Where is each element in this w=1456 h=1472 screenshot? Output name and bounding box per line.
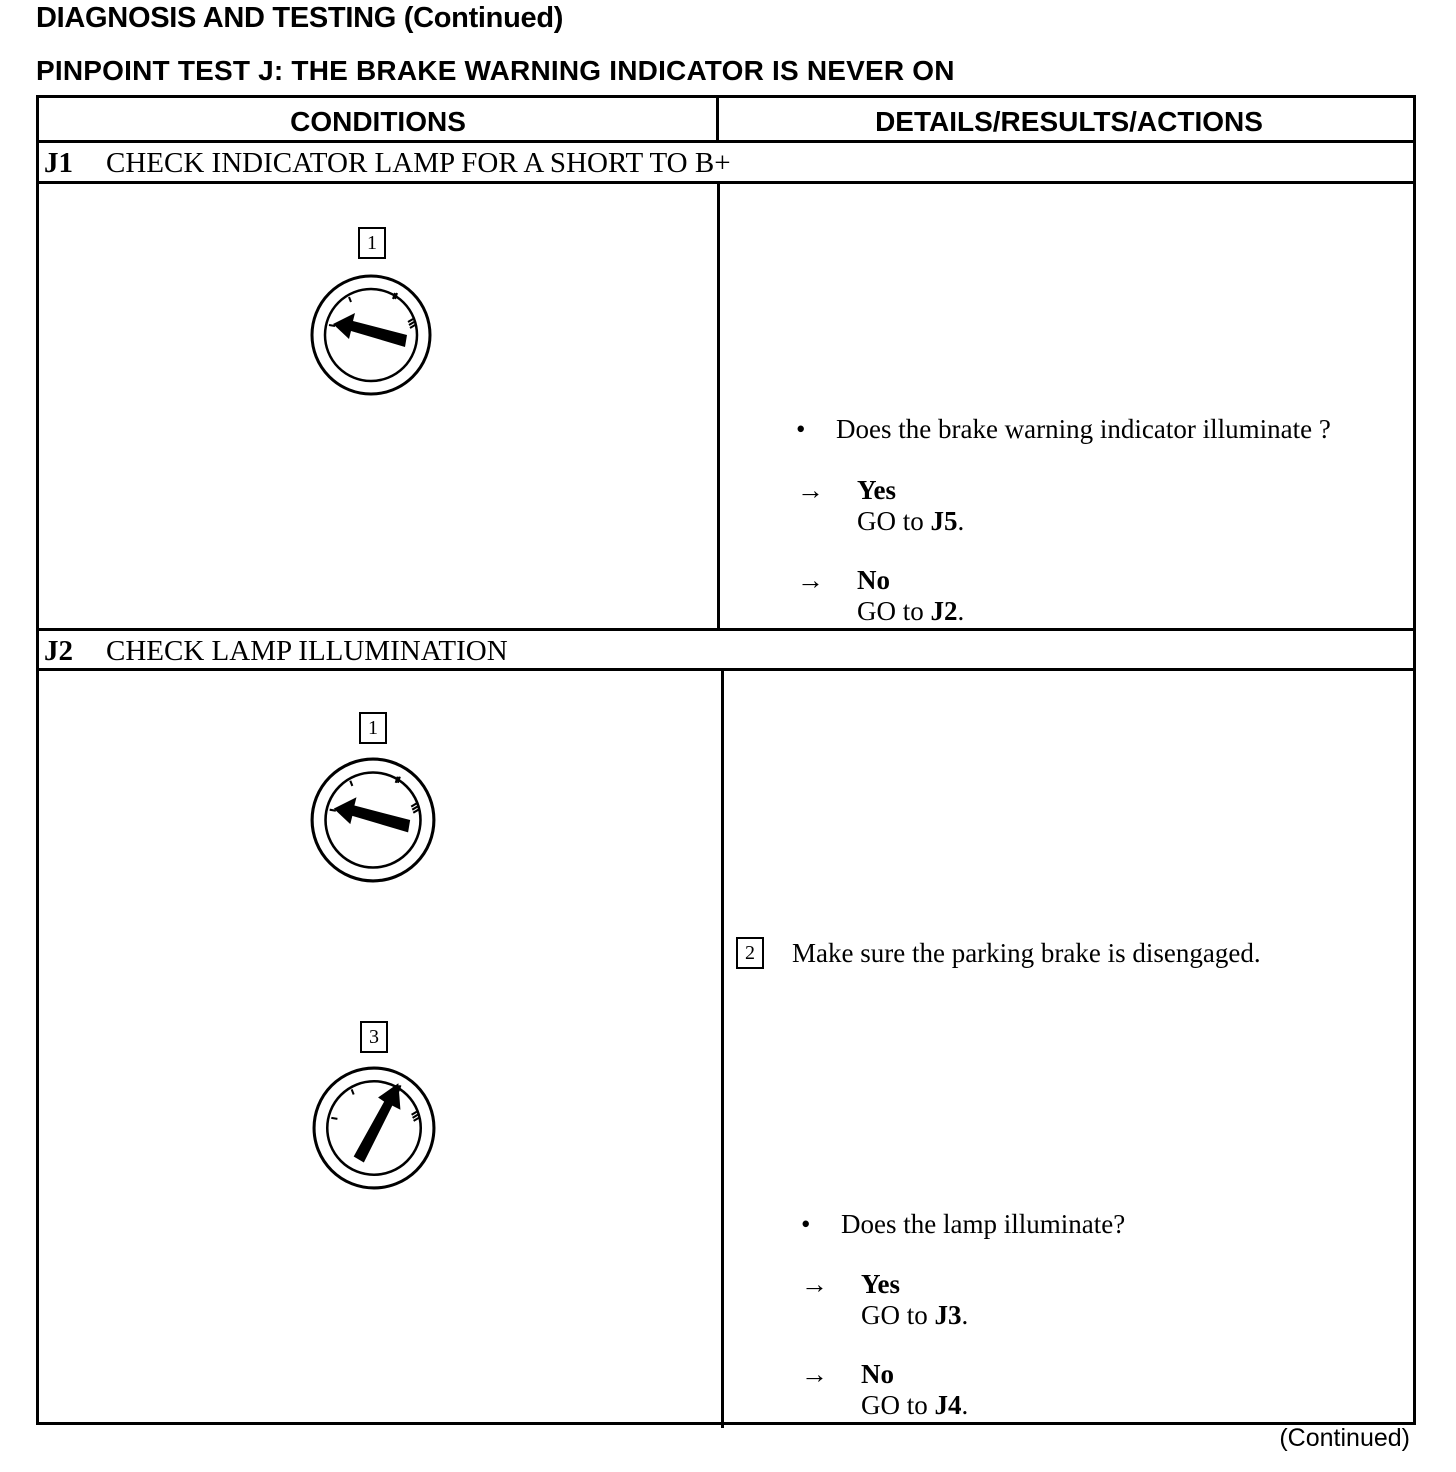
ignition-key-dial-icon: [309, 756, 437, 884]
bullet: •: [801, 1209, 811, 1239]
step-id: J1: [44, 147, 73, 179]
yes-action-text: GO to: [857, 506, 924, 536]
divider: [39, 181, 1413, 184]
period: .: [961, 1300, 969, 1330]
callout-1: 1: [359, 712, 387, 744]
arrow: →: [801, 1269, 828, 1299]
step-title: CHECK LAMP ILLUMINATION: [106, 635, 508, 667]
no-action-text: GO to: [861, 1390, 928, 1420]
yes-action: [861, 1300, 968, 1331]
no-action-text: GO to: [857, 596, 924, 626]
page-title: DIAGNOSIS AND TESTING (Continued): [36, 2, 564, 34]
divider: [39, 668, 1413, 671]
step-header-j2: [44, 635, 508, 668]
yes-label: Yes: [861, 1269, 900, 1299]
column-header-details: DETAILS/RESULTS/ACTIONS: [875, 106, 1263, 137]
yes-label: Yes: [857, 475, 896, 505]
bullet: •: [796, 414, 806, 444]
divider: [39, 628, 1413, 631]
ignition-key-dial-icon: [309, 273, 433, 397]
divider: [717, 181, 720, 628]
step-title: CHECK INDICATOR LAMP FOR A SHORT TO B+: [106, 147, 731, 179]
period: .: [957, 506, 965, 536]
callout-1: 1: [358, 227, 386, 259]
question-j1: Does the brake warning indicator illuminate ?: [836, 414, 1331, 444]
no-action: [861, 1390, 968, 1421]
question-j2: Does the lamp illuminate?: [841, 1209, 1126, 1239]
no-target: J4: [934, 1390, 962, 1420]
continued-note: (Continued): [1279, 1424, 1410, 1452]
arrow: →: [797, 565, 824, 595]
no-label: No: [857, 565, 890, 595]
divider: [39, 140, 1413, 143]
arrow: →: [797, 475, 824, 505]
divider: [716, 98, 719, 140]
no-action: [857, 596, 964, 627]
yes-target: J3: [934, 1300, 962, 1330]
column-header-conditions: CONDITIONS: [290, 106, 466, 137]
no-target: J2: [930, 596, 958, 626]
divider: [721, 668, 724, 1428]
test-title: PINPOINT TEST J: THE BRAKE WARNING INDICATOR IS NEVER ON: [36, 55, 955, 86]
yes-action: [857, 506, 964, 537]
yes-target: J5: [930, 506, 958, 536]
yes-action-text: GO to: [861, 1300, 928, 1330]
no-label: No: [861, 1359, 894, 1389]
callout-3: 3: [360, 1021, 388, 1053]
pinpoint-test-table: [36, 95, 1416, 1425]
arrow: →: [801, 1359, 828, 1389]
step-id: J2: [44, 635, 73, 667]
ignition-key-dial-icon: [311, 1065, 437, 1191]
period: .: [961, 1390, 969, 1420]
step-header-j1: [44, 147, 731, 180]
callout-2: 2: [736, 937, 764, 969]
detail-j2: Make sure the parking brake is disengaged.: [792, 938, 1261, 968]
period: .: [957, 596, 965, 626]
